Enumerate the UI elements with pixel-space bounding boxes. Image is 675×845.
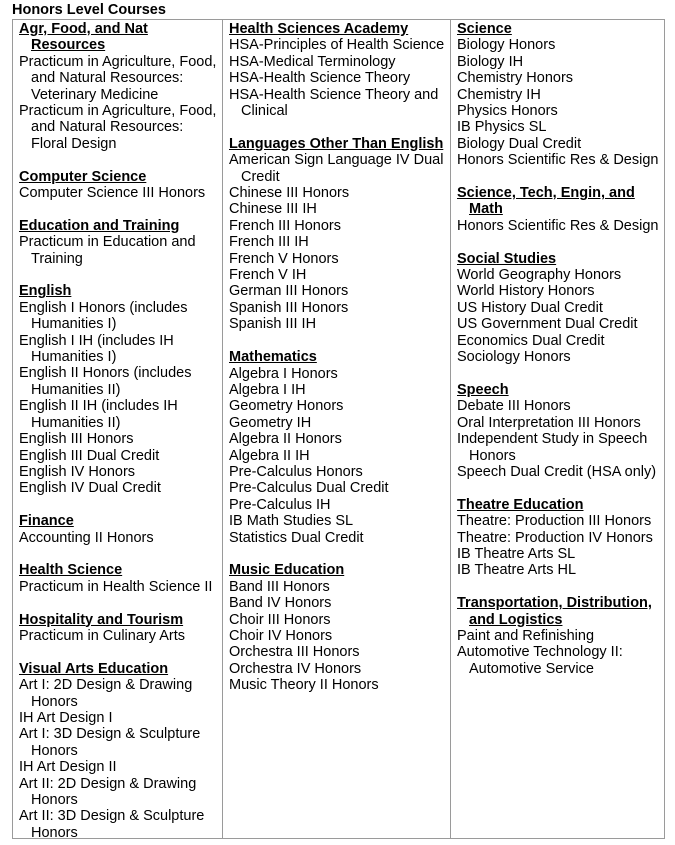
course-item: Geometry Honors	[229, 398, 344, 415]
course-item: Biology Dual Credit	[457, 135, 582, 152]
section-heading: Science, Tech, Engin, and Math	[457, 185, 635, 218]
course-section	[229, 21, 450, 119]
course-section	[457, 497, 664, 579]
course-section	[19, 661, 222, 841]
course-item: Chemistry IH	[457, 86, 541, 103]
course-item: French III IH	[229, 234, 309, 251]
column-1	[13, 20, 222, 841]
course-item: Chinese III Honors	[229, 185, 350, 202]
course-item: Practicum in Culinary Arts	[19, 627, 185, 644]
course-item: French V IH	[229, 267, 307, 284]
course-item: World History Honors	[457, 283, 595, 300]
course-section	[229, 349, 450, 546]
course-section	[19, 169, 222, 202]
course-item: English III Dual Credit	[19, 447, 160, 464]
course-section	[19, 283, 222, 496]
course-item: Physics Honors	[457, 103, 558, 120]
course-item: Theatre: Production III Honors	[457, 513, 652, 530]
course-item: Choir IV Honors	[229, 627, 333, 644]
course-item: IB Math Studies SL	[229, 513, 354, 530]
course-item: English II Honors (includes Humanities II)	[19, 365, 192, 398]
course-item: Independent Study in Speech Honors	[457, 431, 648, 464]
course-item: Accounting II Honors	[19, 529, 154, 546]
column-2	[222, 20, 450, 838]
course-item: Art I: 3D Design & Sculpture Honors	[19, 726, 201, 759]
course-item: HSA-Principles of Health Science	[229, 37, 445, 54]
course-item: Pre-Calculus IH	[229, 496, 331, 513]
course-item: HSA-Health Science Theory	[229, 70, 411, 87]
section-heading: Education and Training	[19, 217, 180, 234]
course-item: IB Theatre Arts HL	[457, 562, 577, 579]
course-item: English IV Dual Credit	[19, 480, 161, 497]
course-item: Pre-Calculus Dual Credit	[229, 480, 389, 497]
course-section	[457, 382, 664, 480]
section-heading: English	[19, 283, 72, 300]
course-item: Band IV Honors	[229, 595, 332, 612]
course-item: Paint and Refinishing	[457, 627, 595, 644]
course-section	[19, 513, 222, 546]
course-section	[457, 185, 664, 234]
section-heading: Theatre Education	[457, 496, 584, 513]
course-section	[457, 251, 664, 366]
course-item: World Geography Honors	[457, 267, 622, 284]
course-item: Algebra I Honors	[229, 365, 338, 382]
course-item: Orchestra III Honors	[229, 644, 360, 661]
course-item: US History Dual Credit	[457, 299, 603, 316]
course-item: IH Art Design II	[19, 759, 117, 776]
column-3	[450, 20, 664, 838]
course-item: Chinese III IH	[229, 201, 317, 218]
course-item: HSA-Health Science Theory and Clinical	[229, 86, 439, 120]
section-heading: Agr, Food, and Nat Resources	[19, 21, 148, 54]
course-item: Music Theory II Honors	[229, 677, 379, 694]
section-heading: Health Science	[19, 562, 123, 579]
course-item: Practicum in Health Science II	[19, 578, 213, 595]
course-item: Theatre: Production IV Honors	[457, 529, 653, 546]
course-item: Debate III Honors	[457, 398, 571, 415]
course-item: Practicum in Education and Training	[19, 234, 196, 267]
course-section	[19, 562, 222, 595]
course-item: IH Art Design I	[19, 709, 113, 726]
course-item: Geometry IH	[229, 414, 312, 431]
section-heading: Music Education	[229, 562, 345, 579]
section-heading: Languages Other Than English	[229, 135, 444, 152]
course-section	[457, 21, 664, 169]
course-item: Biology Honors	[457, 37, 556, 54]
course-item: Speech Dual Credit (HSA only)	[457, 463, 657, 480]
course-item: Economics Dual Credit	[457, 332, 605, 349]
course-section	[19, 21, 222, 152]
section-heading: Hospitality and Tourism	[19, 611, 184, 628]
course-item: Spanish III IH	[229, 316, 317, 333]
course-item: Choir III Honors	[229, 611, 331, 628]
section-heading: Computer Science	[19, 168, 147, 185]
course-item: Spanish III Honors	[229, 299, 349, 316]
page-title: Honors Level Courses	[12, 2, 166, 18]
section-heading: Health Sciences Academy	[229, 21, 409, 37]
course-item: Honors Scientific Res & Design	[457, 217, 659, 234]
course-item: Art II: 3D Design & Sculpture Honors	[19, 808, 205, 841]
course-table	[12, 19, 665, 839]
course-section	[229, 136, 450, 333]
course-item: English I IH (includes IH Humanities I)	[19, 332, 174, 366]
course-item: Statistics Dual Credit	[229, 529, 364, 546]
course-item: English I Honors (includes Humanities I)	[19, 299, 188, 333]
course-item: Algebra II Honors	[229, 431, 342, 448]
course-item: US Government Dual Credit	[457, 316, 638, 333]
course-item: Art I: 2D Design & Drawing Honors	[19, 677, 193, 710]
course-item: German III Honors	[229, 283, 349, 300]
course-item: IB Physics SL	[457, 119, 547, 136]
course-item: Chemistry Honors	[457, 70, 574, 87]
course-section	[19, 218, 222, 267]
course-item: Biology IH	[457, 53, 524, 70]
course-item: Practicum in Agriculture, Food, and Natural Resources: Veterinary Medicine	[19, 53, 217, 103]
course-item: English III Honors	[19, 431, 134, 448]
course-item: Band III Honors	[229, 578, 330, 595]
course-section	[457, 595, 664, 677]
course-item: Algebra I IH	[229, 381, 306, 398]
section-heading: Finance	[19, 513, 74, 530]
course-item: French III Honors	[229, 217, 342, 234]
course-section	[19, 612, 222, 645]
course-item: HSA-Medical Terminology	[229, 53, 396, 70]
section-heading: Social Studies	[457, 250, 557, 267]
course-section	[229, 562, 450, 693]
section-heading: Speech	[457, 381, 509, 398]
course-item: Orchestra IV Honors	[229, 660, 362, 677]
course-item: Sociology Honors	[457, 349, 571, 366]
section-heading: Transportation, Distribution, and Logistics	[457, 595, 652, 628]
course-item: Practicum in Agriculture, Food, and Natural Resources: Floral Design	[19, 103, 217, 152]
course-item: English IV Honors	[19, 463, 136, 480]
section-heading: Mathematics	[229, 349, 317, 366]
course-item: Pre-Calculus Honors	[229, 463, 363, 480]
course-item: Automotive Technology II: Automotive Service	[457, 644, 623, 677]
course-item: Algebra II IH	[229, 447, 310, 464]
course-item: Computer Science III Honors	[19, 185, 206, 202]
course-item: Art II: 2D Design & Drawing Honors	[19, 775, 197, 808]
course-item: English II IH (includes IH Humanities II)	[19, 398, 178, 431]
course-item: Oral Interpretation III Honors	[457, 414, 641, 431]
course-item: American Sign Language IV Dual Credit	[229, 152, 444, 185]
section-heading: Visual Arts Education	[19, 660, 169, 677]
course-item: IB Theatre Arts SL	[457, 545, 576, 562]
section-heading: Science	[457, 21, 512, 37]
course-item: French V Honors	[229, 250, 339, 267]
course-item: Honors Scientific Res & Design	[457, 152, 659, 169]
